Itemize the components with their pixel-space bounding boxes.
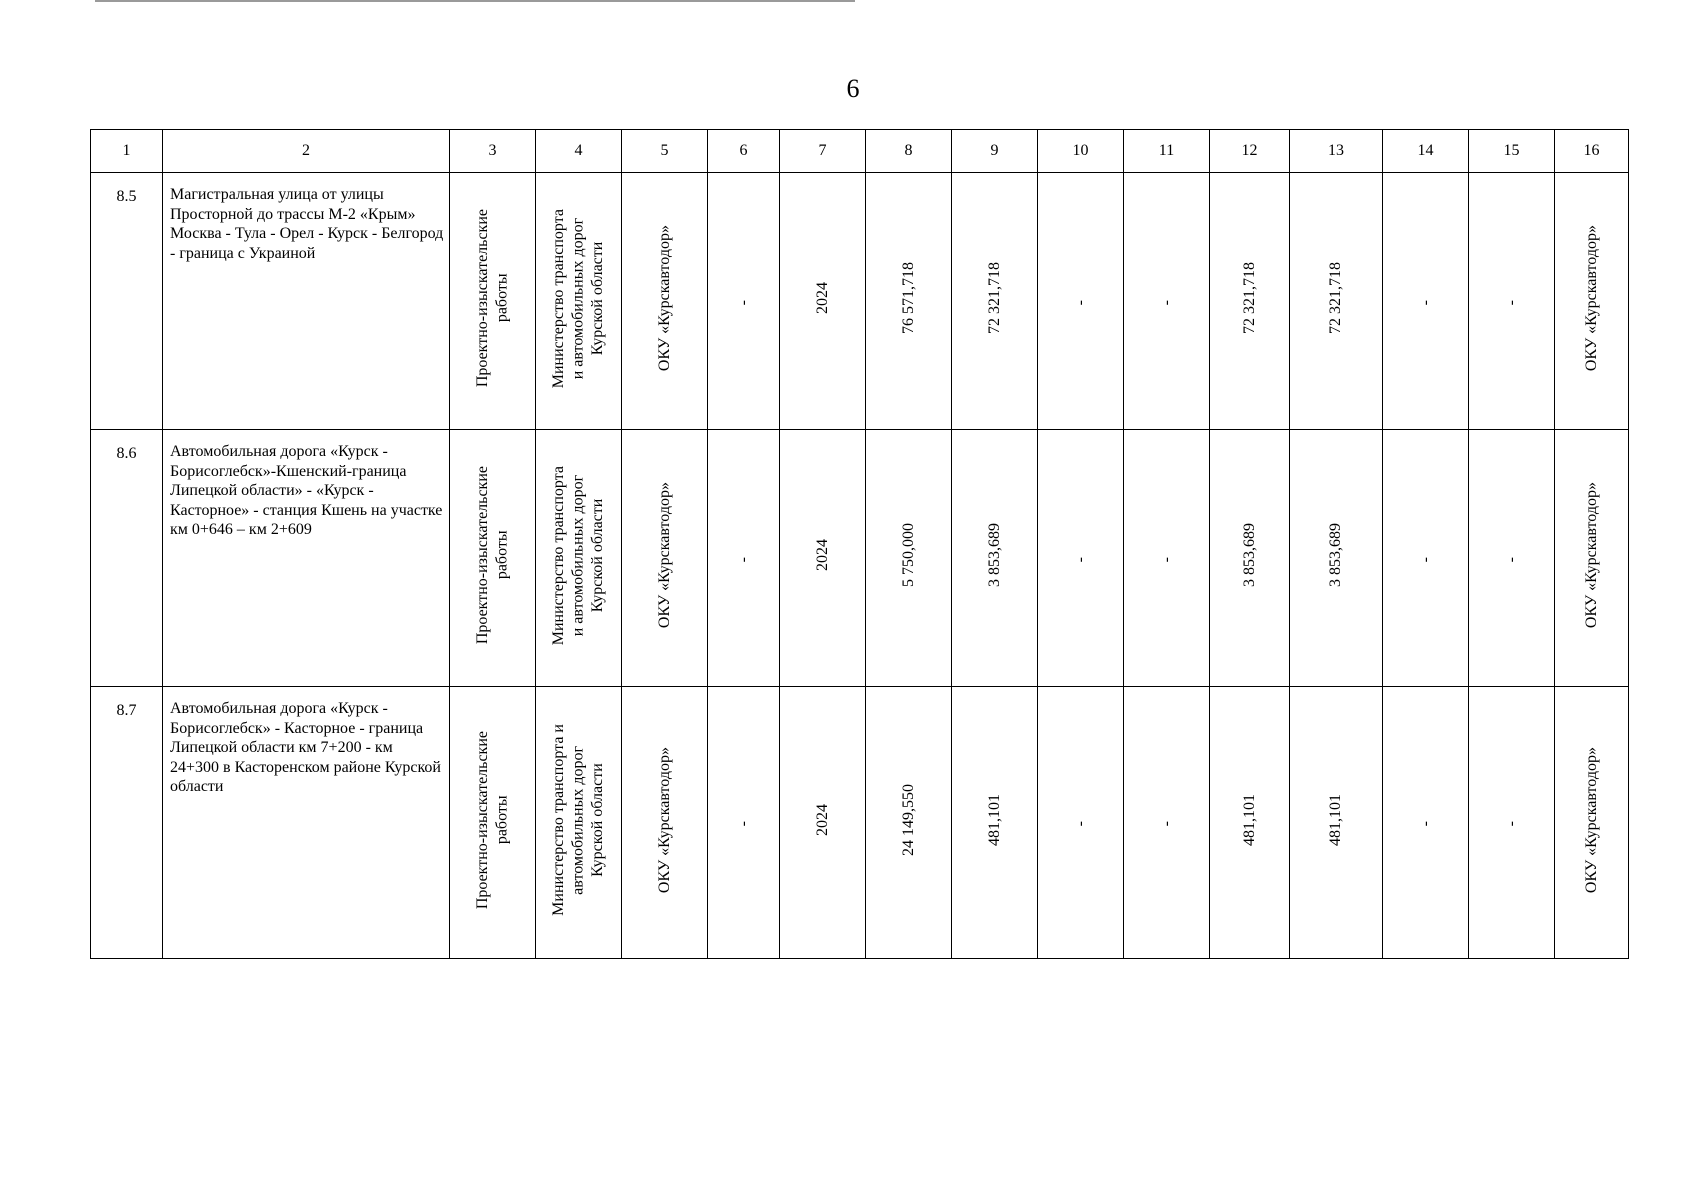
work-type-cell	[450, 687, 536, 959]
col15-cell	[1469, 430, 1555, 687]
customer: ОКУ «Курскавтодор»	[655, 482, 673, 629]
col9-cell	[952, 687, 1038, 959]
work-type-cell	[450, 173, 536, 430]
ministry: Министерство транспорта и автомобильных дорог Курской области	[550, 723, 607, 916]
col16-value: ОКУ «Курскавтодор»	[1582, 225, 1600, 372]
col15-cell	[1469, 687, 1555, 959]
col10-value: -	[1071, 821, 1089, 827]
col6-value: -	[734, 821, 752, 827]
column-header: 12	[1210, 130, 1290, 173]
ministry: Министерство транспорта и автомобильных дорог Курской области	[550, 208, 607, 388]
row-number: 8.7	[91, 687, 163, 959]
col9-cell	[952, 173, 1038, 430]
customer: ОКУ «Курскавтодор»	[655, 746, 673, 893]
col15-value: -	[1502, 299, 1520, 306]
column-header: 4	[536, 130, 622, 173]
col12-cell	[1210, 173, 1290, 430]
column-header: 3	[450, 130, 536, 173]
col14-cell	[1383, 173, 1469, 430]
col9-cell	[952, 430, 1038, 687]
work-type: Проектно-изыскательские работы	[473, 466, 511, 645]
data-table	[90, 129, 1629, 959]
year-cell	[780, 430, 866, 687]
col16-cell	[1555, 430, 1629, 687]
customer-cell	[622, 430, 708, 687]
col13-value: 481,101	[1327, 793, 1345, 846]
col11-value: -	[1157, 821, 1175, 827]
col13-value: 72 321,718	[1327, 262, 1345, 335]
col15-value: -	[1502, 556, 1520, 563]
column-header: 5	[622, 130, 708, 173]
work-type-cell	[450, 430, 536, 687]
customer: ОКУ «Курскавтодор»	[655, 225, 673, 372]
table-row	[91, 173, 1629, 430]
page-number: 6	[846, 74, 860, 103]
col10-value: -	[1071, 556, 1089, 563]
col13-cell	[1290, 173, 1383, 430]
col12-value: 481,101	[1240, 793, 1258, 846]
customer-cell	[622, 687, 708, 959]
year: 2024	[813, 539, 831, 572]
col10-cell	[1038, 687, 1124, 959]
row-number: 8.5	[91, 173, 163, 430]
col6-cell	[708, 173, 780, 430]
col6-value: -	[734, 299, 752, 306]
ministry: Министерство транспорта и автомобильных дорог Курской области	[550, 465, 607, 645]
work-type: Проектно-изыскательские работы	[473, 209, 511, 388]
object-name: Автомобильная дорога «Курск - Борисоглебск» - Касторное - граница Липецкой области км 7+200 - км 24+300 в Касторенском районе Курской области	[163, 687, 450, 959]
col9-value: 72 321,718	[985, 262, 1003, 335]
header-row	[91, 130, 1629, 173]
col8-value: 5 750,000	[899, 523, 917, 588]
col16-value: ОКУ «Курскавтодор»	[1582, 746, 1600, 893]
col16-cell	[1555, 173, 1629, 430]
object-name: Автомобильная дорога «Курск - Борисоглебск»-Кшенский-граница Липецкой области» - «Курск - Касторное» - станция Кшень на участке км 0+646 – км 2+609	[163, 430, 450, 687]
col12-value: 72 321,718	[1240, 262, 1258, 335]
col13-cell	[1290, 430, 1383, 687]
column-header: 16	[1555, 130, 1629, 173]
col11-cell	[1124, 173, 1210, 430]
year-cell	[780, 173, 866, 430]
col10-value: -	[1071, 299, 1089, 306]
col15-cell	[1469, 173, 1555, 430]
col6-value: -	[734, 556, 752, 563]
col12-value: 3 853,689	[1240, 523, 1258, 588]
col12-cell	[1210, 430, 1290, 687]
col6-cell	[708, 430, 780, 687]
column-header: 6	[708, 130, 780, 173]
column-header: 15	[1469, 130, 1555, 173]
ministry-cell	[536, 687, 622, 959]
customer-cell	[622, 173, 708, 430]
col14-cell	[1383, 687, 1469, 959]
col11-value: -	[1157, 299, 1175, 306]
ministry-cell	[536, 173, 622, 430]
col12-cell	[1210, 687, 1290, 959]
col11-value: -	[1157, 556, 1175, 563]
row-number: 8.6	[91, 430, 163, 687]
col10-cell	[1038, 430, 1124, 687]
col8-value: 76 571,718	[899, 262, 917, 335]
col8-cell	[866, 173, 952, 430]
col9-value: 481,101	[985, 793, 1003, 846]
col14-value: -	[1416, 556, 1434, 563]
column-header: 10	[1038, 130, 1124, 173]
col14-value: -	[1416, 821, 1434, 827]
col14-value: -	[1416, 299, 1434, 306]
col8-value: 24 149,550	[899, 783, 917, 856]
col14-cell	[1383, 430, 1469, 687]
column-header: 11	[1124, 130, 1210, 173]
col9-value: 3 853,689	[985, 523, 1003, 588]
column-header: 7	[780, 130, 866, 173]
scan-top-edge-line	[95, 0, 855, 2]
col8-cell	[866, 687, 952, 959]
col15-value: -	[1502, 821, 1520, 827]
ministry-cell	[536, 430, 622, 687]
column-header: 13	[1290, 130, 1383, 173]
col16-value: ОКУ «Курскавтодор»	[1582, 482, 1600, 629]
col10-cell	[1038, 173, 1124, 430]
year-cell	[780, 687, 866, 959]
year: 2024	[813, 803, 831, 836]
col8-cell	[866, 430, 952, 687]
work-type: Проектно-изыскательские работы	[473, 730, 511, 909]
year: 2024	[813, 282, 831, 315]
col13-cell	[1290, 687, 1383, 959]
col11-cell	[1124, 687, 1210, 959]
column-header: 1	[91, 130, 163, 173]
column-header: 8	[866, 130, 952, 173]
col16-cell	[1555, 687, 1629, 959]
table-row	[91, 687, 1629, 959]
col11-cell	[1124, 430, 1210, 687]
col13-value: 3 853,689	[1327, 523, 1345, 588]
col6-cell	[708, 687, 780, 959]
object-name: Магистральная улица от улицы Просторной до трассы М-2 «Крым» Москва - Тула - Орел - Курск - Белгород - граница с Украиной	[163, 173, 450, 430]
table-row	[91, 430, 1629, 687]
column-header: 14	[1383, 130, 1469, 173]
column-header: 9	[952, 130, 1038, 173]
column-header: 2	[163, 130, 450, 173]
